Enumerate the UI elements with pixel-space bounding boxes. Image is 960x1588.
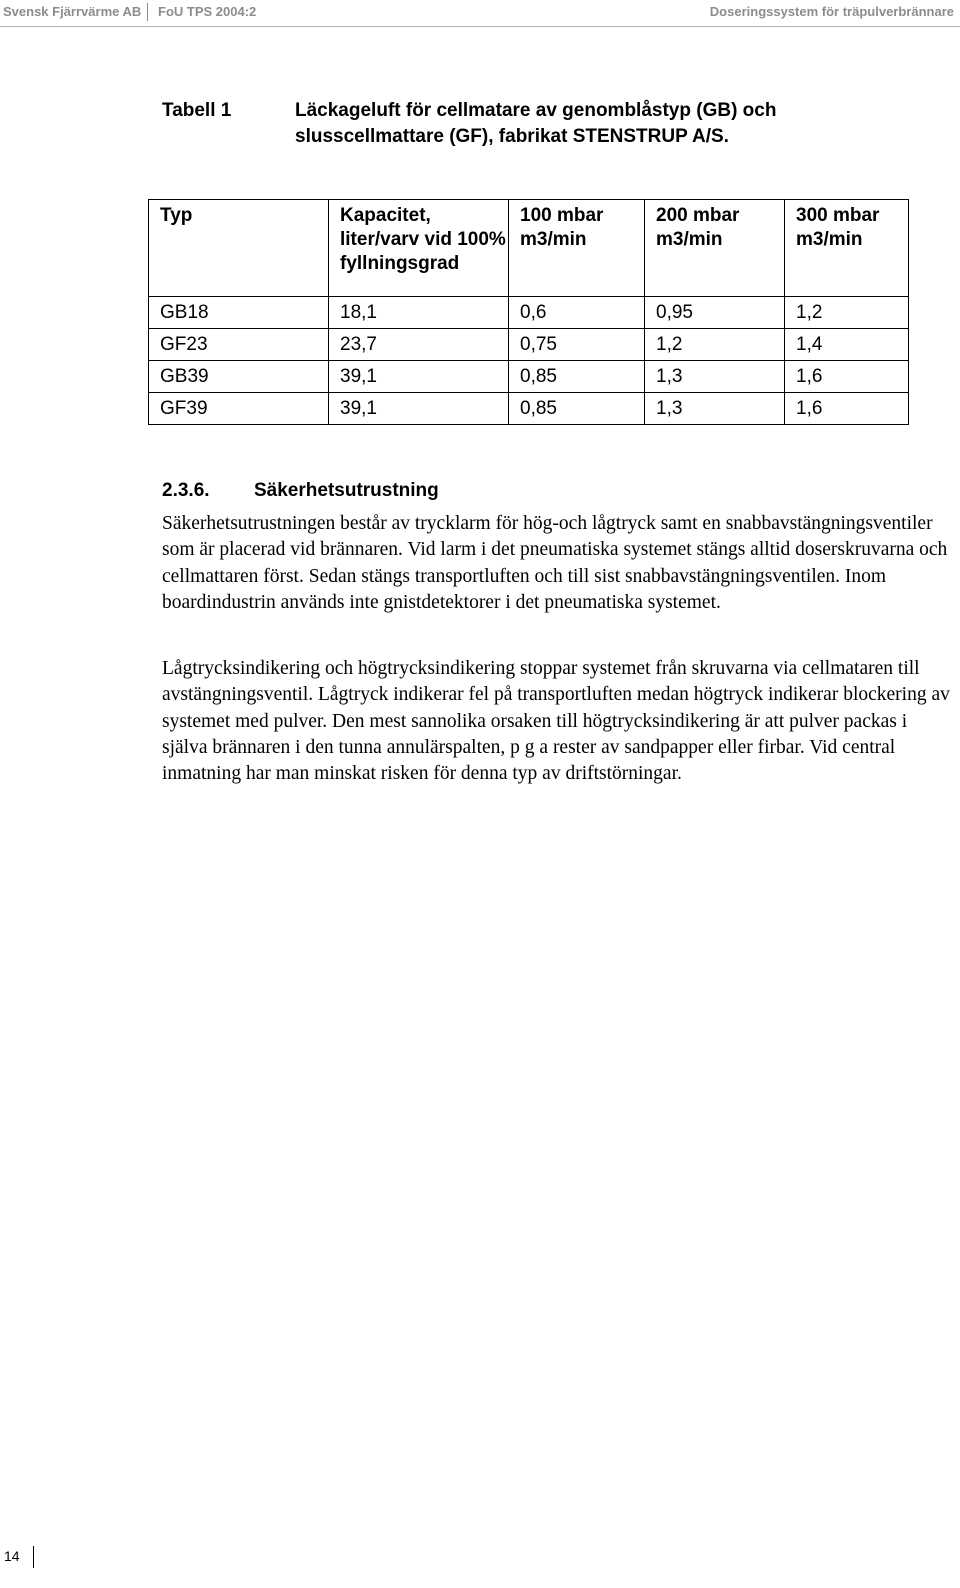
table-cell: 1,2: [785, 297, 909, 329]
col-header-200mbar: 200 mbar m3/min: [645, 200, 785, 297]
table-cell: 0,6: [509, 297, 645, 329]
footer-divider: [33, 1546, 34, 1568]
table-cell: 23,7: [329, 329, 509, 361]
table-row: [149, 297, 909, 329]
header-org: Svensk Fjärrvärme AB: [3, 4, 142, 19]
table-cell: GB39: [149, 361, 329, 393]
header-document-title: Doseringssystem för träpulverbrännare: [709, 4, 954, 19]
table-cell: GB18: [149, 297, 329, 329]
table-cell: GF39: [149, 393, 329, 425]
table-header-row: [149, 200, 909, 297]
header-divider: [147, 3, 148, 21]
section-title: Säkerhetsutrustning: [254, 480, 439, 501]
table-cell: 1,3: [645, 361, 785, 393]
col-header-100mbar: 100 mbar m3/min: [509, 200, 645, 297]
body-paragraph-safety-equipment: Säkerhetsutrustningen består av trycklarm för hög-och lågtryck samt en snabbavstängningsventiler som är placerad vid brännaren. Vid larm i det pneumatiska systemet stängs alltid doserskruvarna och cellmattaren först. Sedan stängs transportluften och till sist snabbavstängningsventilen. Inom boardindustrin används inte gnistdetektorer i det pneumatiska systemet.: [162, 513, 948, 613]
table-row: [149, 393, 909, 425]
table-cell: 1,6: [785, 393, 909, 425]
page-number: 14: [4, 1548, 20, 1564]
col-header-300mbar: 300 mbar m3/min: [785, 200, 909, 297]
table-caption-text: Läckageluft för cellmatare av genomblåstyp (GB) och slusscellmattare (GF), fabrikat STENSTRUP A/S.: [295, 100, 777, 147]
table-cell: 1,4: [785, 329, 909, 361]
section-number: 2.3.6.: [162, 480, 210, 501]
col-header-type: Typ: [149, 200, 329, 297]
table-cell: 39,1: [329, 361, 509, 393]
table-row: [149, 329, 909, 361]
table-caption-label: Tabell 1: [162, 100, 232, 121]
page-footer: [0, 1544, 960, 1574]
table-cell: 18,1: [329, 297, 509, 329]
table-cell: 0,85: [509, 393, 645, 425]
table-cell: 0,85: [509, 361, 645, 393]
leakage-air-table: [148, 199, 909, 425]
col-header-capacity: Kapacitet, liter/varv vid 100% fyllningsgrad: [329, 200, 509, 297]
table-cell: 1,6: [785, 361, 909, 393]
header-report-id: FoU TPS 2004:2: [158, 4, 257, 19]
table-cell: 39,1: [329, 393, 509, 425]
table-cell: 1,2: [645, 329, 785, 361]
table-row: [149, 361, 909, 393]
table-cell: 0,95: [645, 297, 785, 329]
table-cell: 0,75: [509, 329, 645, 361]
table-cell: 1,3: [645, 393, 785, 425]
table-cell: GF23: [149, 329, 329, 361]
body-paragraph-pressure-indication: Lågtrycksindikering och högtrycksindikering stoppar systemet från skruvarna via cellmataren till avstängningsventil. Lågtryck indikerar fel på transportluften medan högtryck indikerar blockering av systemet med pulver. Den mest sannolika orsaken till högtrycksindikering är att pulver packas i själva brännaren i den tunna annulärspalten, p g a rester av sandpapper eller firbar. Vid central inmatning har man minskat risken för denna typ av driftstörningar.: [162, 658, 950, 785]
page-header: [0, 0, 960, 27]
